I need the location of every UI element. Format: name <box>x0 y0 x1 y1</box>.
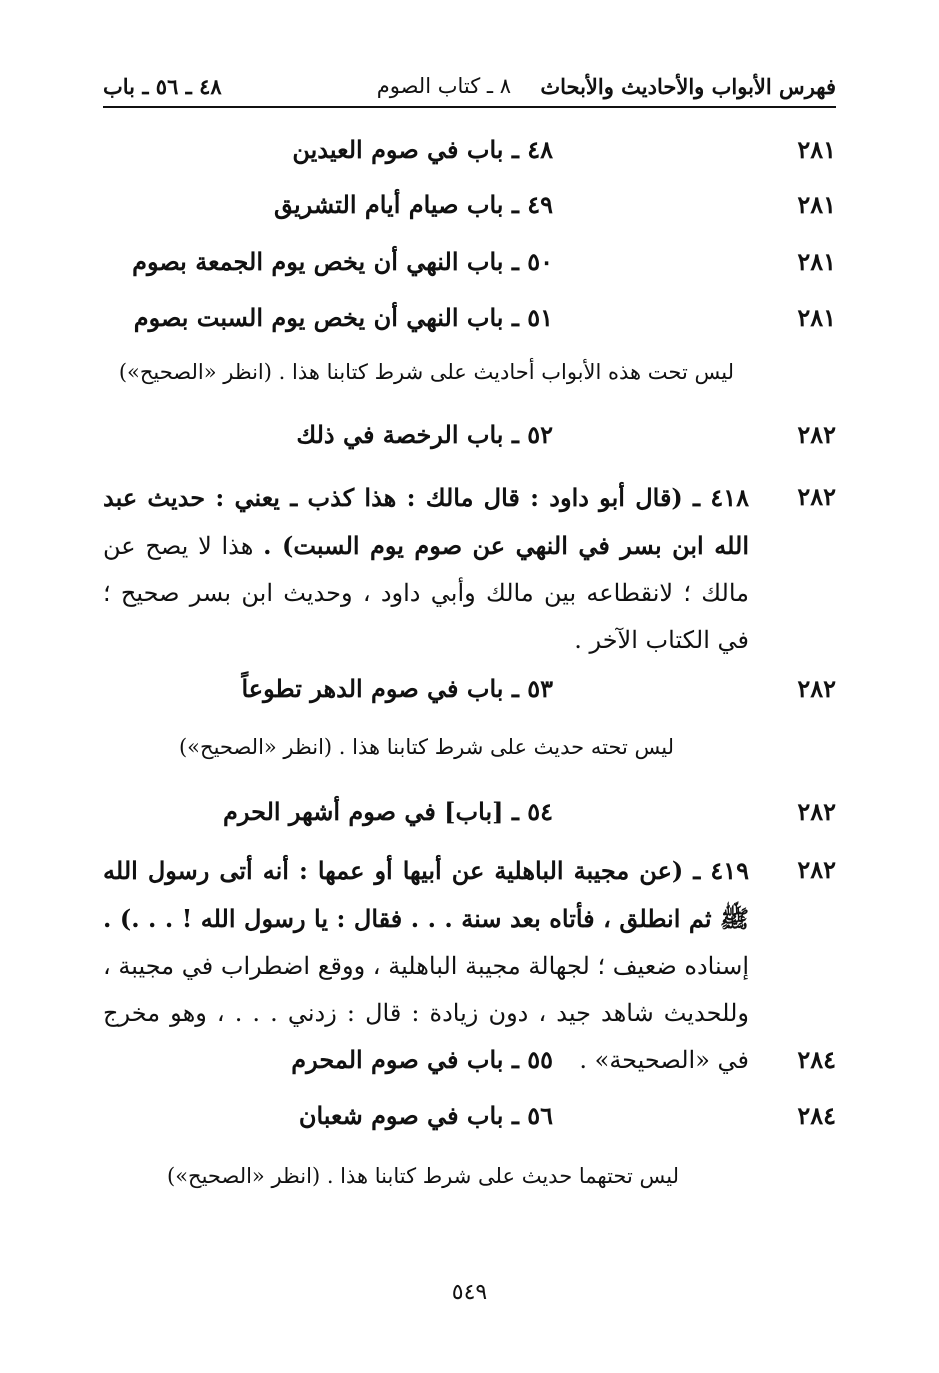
page-ref: ٢٨٢ <box>797 797 836 826</box>
page-number: ٥٤٩ <box>451 1280 488 1305</box>
page-ref: ٢٨٢ <box>797 855 836 884</box>
page-ref: ٢٨١ <box>797 303 836 332</box>
hadith-text <box>103 474 749 664</box>
chapter-title: ٥٠ ـ باب النهي أن يخص يوم الجمعة بصوم <box>132 247 553 276</box>
hadith-grading: هذا لا يصح عن مالك ؛ لانقطاعه بين مالك وأبي داود ، وحديث ابن بسر صحيح ؛ في الكتاب الآخر . <box>103 532 749 654</box>
editor-note: ليس تحته حديث على شرط كتابنا هذا . (انظر «الصحيح») <box>178 735 674 759</box>
chapter-title: ٥٤ ـ [باب] في صوم أشهر الحرم <box>222 797 553 826</box>
chapter-title: ٥٣ ـ باب في صوم الدهر تطوعاً <box>241 674 553 703</box>
hadith-grading: إسناده ضعيف ؛ لجهالة مجيبة الباهلية ، ووقع اضطراب في مجيبة ، وللحديث شاهد جيد ، دون زيادة : قال : زدني . . . ، وهو مخرج في «الصحيحة» . <box>103 952 749 1074</box>
chapter-title: ٥١ ـ باب النهي أن يخص يوم السبت بصوم <box>133 303 553 332</box>
chapter-range: ٤٨ ـ ٥٦ ـ باب <box>103 74 222 99</box>
page-ref: ٢٨١ <box>797 190 836 219</box>
page-ref: ٢٨٢ <box>797 420 836 449</box>
chapter-title: ٤٩ ـ باب صيام أيام التشريق <box>273 190 553 219</box>
page-ref: ٢٨٤ <box>797 1045 836 1074</box>
chapter-title: ٤٨ ـ باب في صوم العيدين <box>292 135 553 164</box>
page-ref: ٢٨٤ <box>797 1101 836 1130</box>
editor-note: ليس تحت هذه الأبواب أحاديث على شرط كتابنا هذا . (انظر «الصحيح») <box>118 360 734 384</box>
chapter-title: ٥٢ ـ باب الرخصة في ذلك <box>296 420 553 449</box>
hadith-quote: ٤١٨ ـ (قال أبو داود : قال مالك : هذا كذب ـ يعني : حديث عبد الله ابن بسر في النهي عن صوم يوم السبت) . <box>103 483 749 560</box>
hadith-quote: ٤١٩ ـ (عن مجيبة الباهلية عن أبيها أو عمها : أنه أتى رسول الله ﷺ ثم انطلق ، فأتاه بعد سنة . . . فقال : يا رسول الله ! . . .) . <box>103 856 749 933</box>
book-title: ٨ ـ كتاب الصوم <box>376 74 511 98</box>
page-ref: ٢٨٢ <box>797 482 836 511</box>
page-ref: ٢٨٢ <box>797 674 836 703</box>
editor-note: ليس تحتهما حديث على شرط كتابنا هذا . (انظر «الصحيح») <box>167 1164 679 1188</box>
running-header <box>103 72 836 108</box>
page-ref: ٢٨١ <box>797 247 836 276</box>
chapter-title: ٥٥ ـ باب في صوم المحرم <box>291 1045 553 1074</box>
page-ref: ٢٨١ <box>797 135 836 164</box>
index-title: فهرس الأبواب والأحاديث والأبحاث <box>540 74 836 99</box>
chapter-title: ٥٦ ـ باب في صوم شعبان <box>298 1101 553 1130</box>
